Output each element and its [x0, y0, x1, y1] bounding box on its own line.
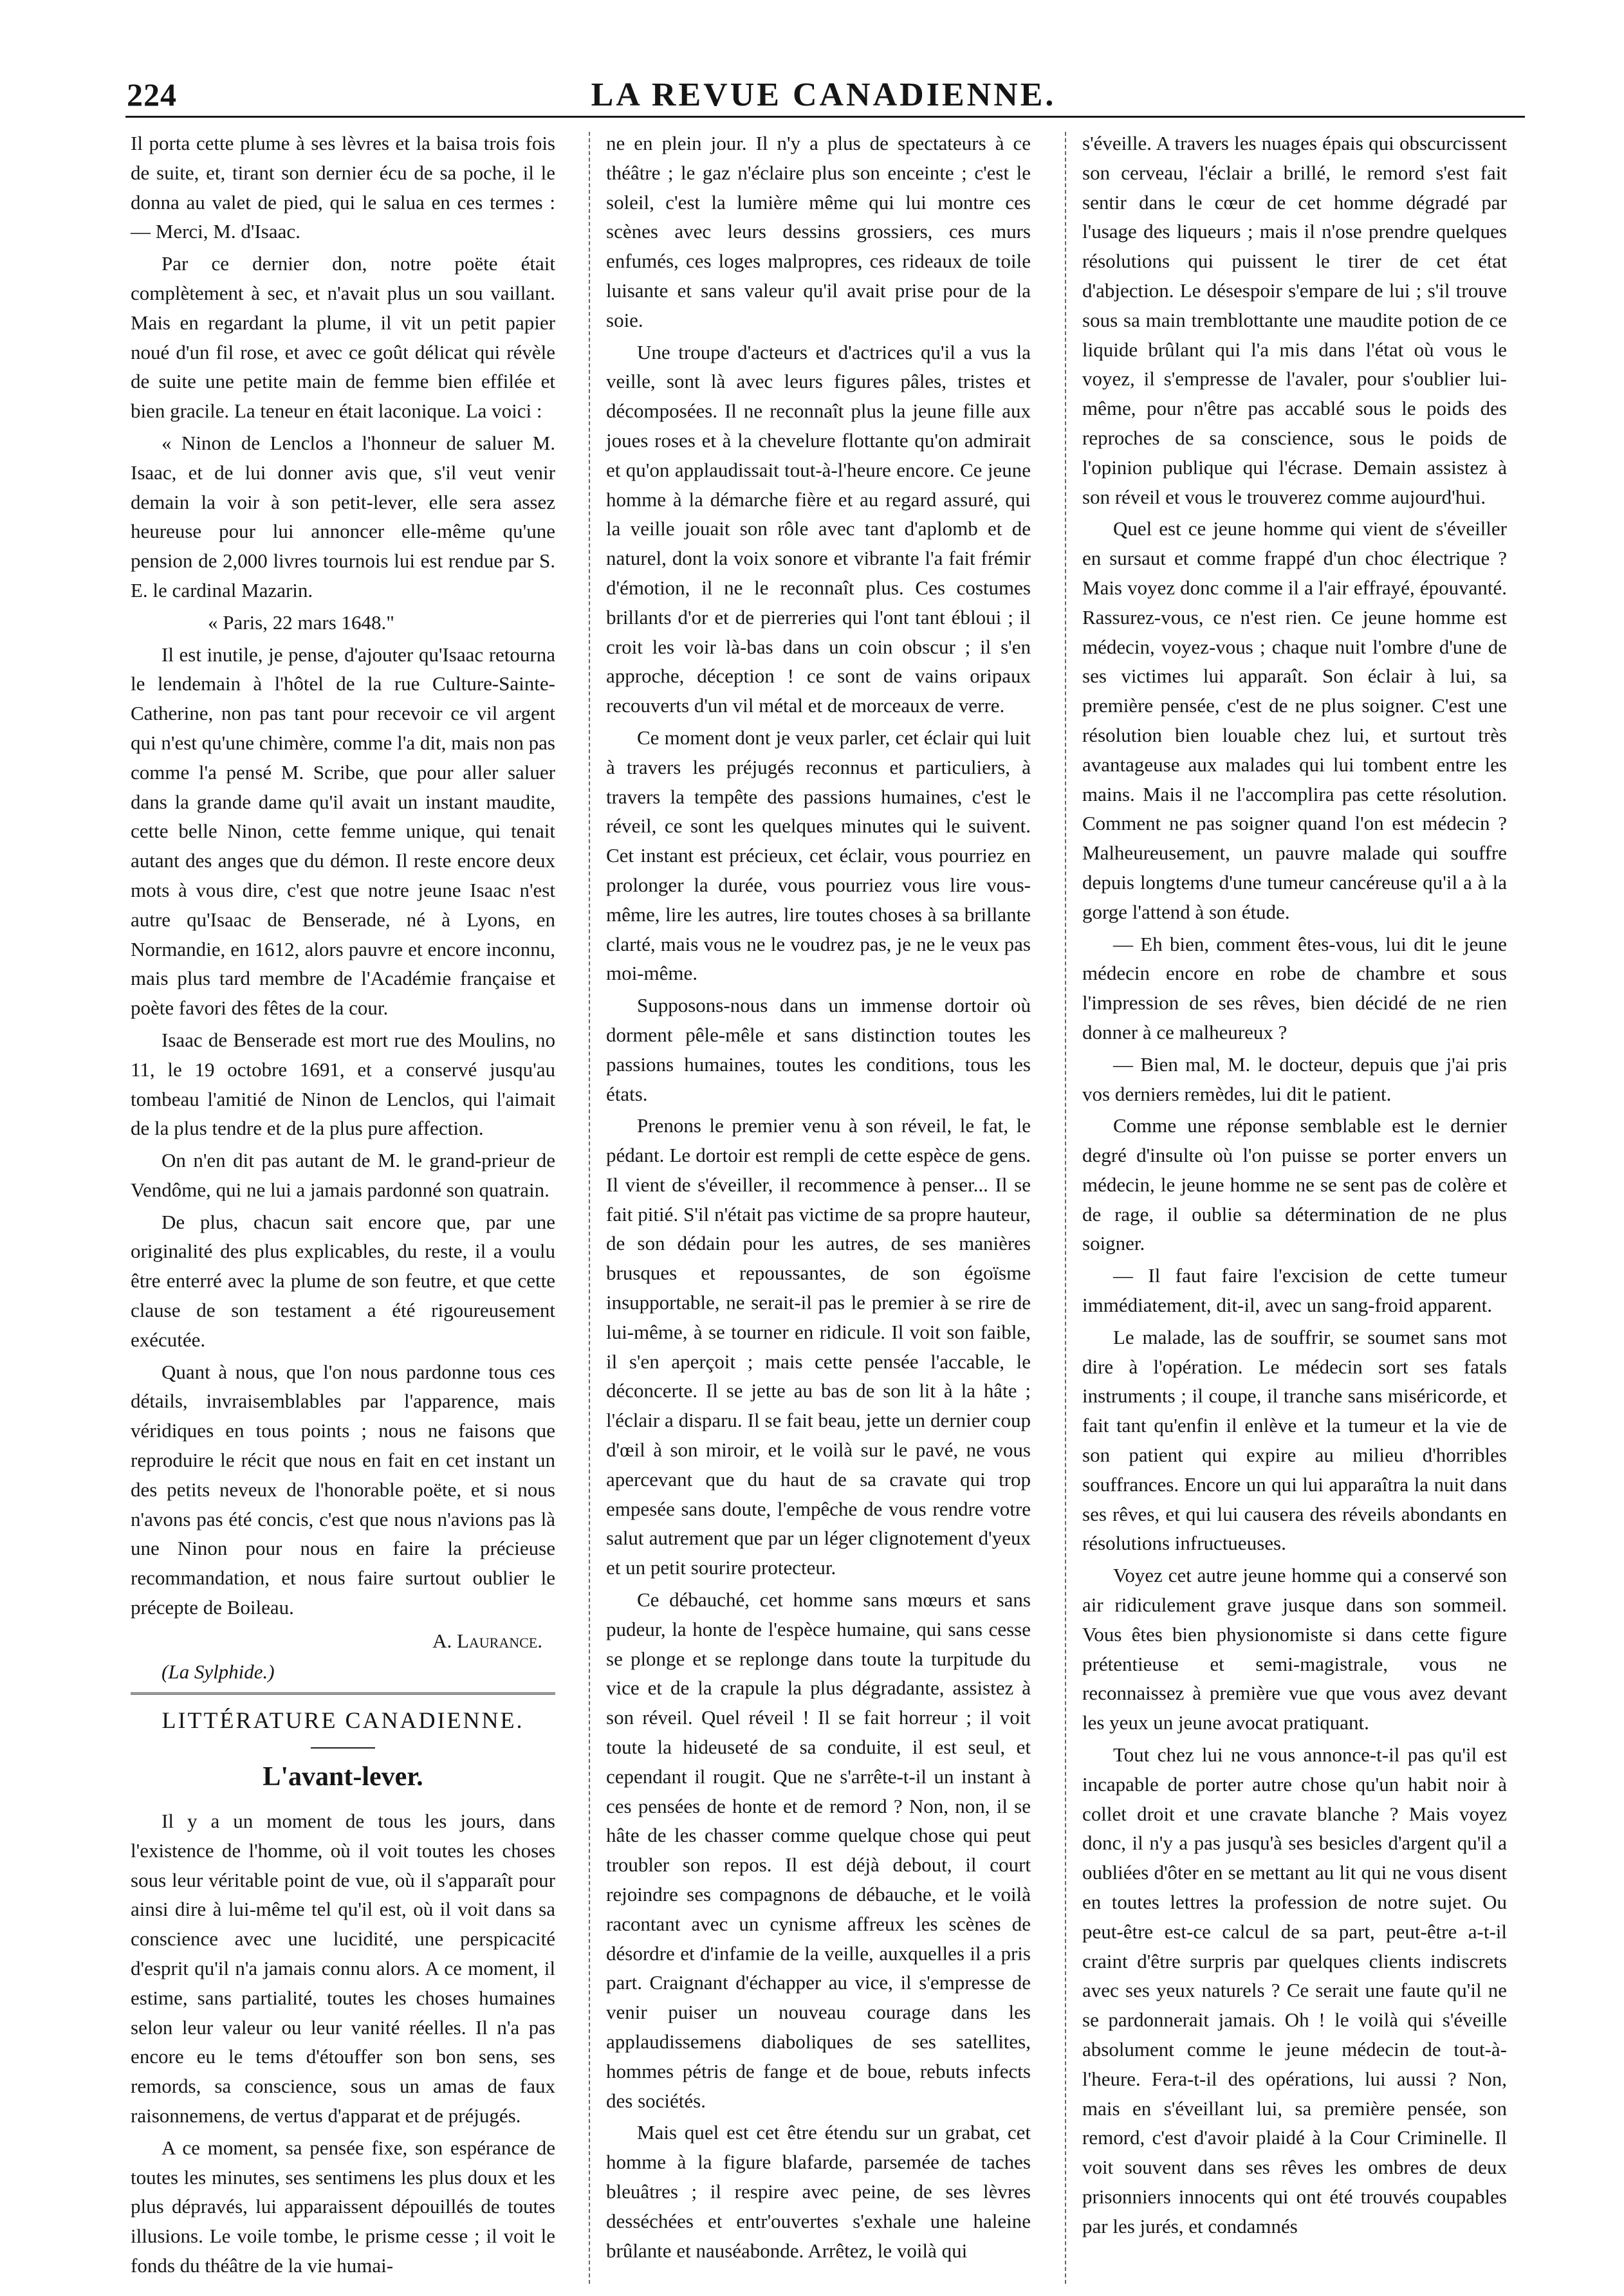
paragraph: Une troupe d'acteurs et d'actrices qu'il a vus la veille, sont là avec leurs figures pâles, tristes et décomposées. Il ne reconnaît plus la jeune fille aux joues roses et à la chevelure flottante qu'on admirait et qu'on applaudissait tout-à-l'heure encore. Ce jeune homme à la démarche fière et au regard assuré, qui la veille jouait son rôle avec tant d'aplomb et de naturel, dont la voix sonore et vibrante l'a fait frémir d'émotion, il ne le reconnaît plus. Ces costumes brillants d'or et de pierreries qui l'ont tant ébloui ; il croit les voir là-bas dans un coin obscur ; il s'en approche, déception ! ce sont de vains oripaux recouverts d'un vil métal et de morceaux de verre.: [606, 340, 1031, 717]
column-2: [606, 129, 1031, 2268]
column-3: [1082, 129, 1507, 2244]
paragraph: A ce moment, sa pensée fixe, son espérance de toutes les minutes, ses sentimens les plus doux et les plus dépravés, lui apparaissent dépouillés de toutes illusions. Le voile tombe, le prisme cesse ; il voit le fonds du théâtre de la vie humai-: [131, 2136, 555, 2277]
paragraph: Tout chez lui ne vous annonce-t-il pas qu'il est incapable de porter autre chose qu'un habit noir à collet droit et une cravate blanche ? Mais voyez donc, il n'y a pas jusqu'à ses besicles d'argent qu'il a oubliées d'ôter en se mettant au lit qui ne vous disent en toutes lettres la profession de notre sujet. Ou peut-être est-ce calcul de sa part, peut-être a-t-il craint d'être surpris par quelques clients indiscrets avec ses yeux naturels ? Ce serait une faute qu'il ne se pardonnerait jamais. Oh ! le voilà qui s'éveille absolument comme le jeune médecin de tout-à-l'heure. Fera-t-il des opérations, lui aussi ? Non, mais en s'éveillant lui, sa première pensée, son remord, c'est d'avoir plaidé à la Cour Criminelle. Il voit souvent dans ses rêves les ombres de deux prisonniers innocents qui ont été trouvés coupables par les jurés, et condamnés: [1082, 1743, 1507, 2237]
journal-title: LA REVUE CANADIENNE.: [591, 77, 1057, 113]
section-rule: [311, 1747, 375, 1749]
paragraph: — Bien mal, M. le docteur, depuis que j'ai pris vos derniers remèdes, lui dit le patient.: [1082, 1052, 1507, 1105]
story-title: L'avant-lever.: [263, 1762, 423, 1792]
paragraph: Il porta cette plume à ses lèvres et la baisa trois fois de suite, et, tirant son dernier écu de sa poche, il le donna au valet de pied, qui le salua en ces termes : — Merci, M. d'Isaac.: [131, 132, 555, 243]
paragraph: Comme une réponse semblable est le dernier degré d'insulte où l'on puisse se porter envers un médecin, le jeune homme ne se sent pas de colère et de rage, il oublie sa détermination de ne plus soigner.: [1082, 1114, 1507, 1255]
column-1: [131, 129, 555, 2283]
paragraph: Mais quel est cet être étendu sur un grabat, cet homme à la figure blafarde, parsemée de taches bleuâtres ; il respire avec peine, de ses lèvres desséchées et entr'ouvertes s'exhale une haleine brûlante et nauséabonde. Arrêtez, le voilà qui: [606, 2121, 1031, 2262]
paragraph: ne en plein jour. Il n'y a plus de spectateurs à ce théâtre ; le gaz n'éclaire plus son enceinte ; c'est le soleil, c'est la lumière même qui lui montre ces scènes avec leurs dessins grossiers, ces murs enfumés, ces loges malpropres, ces rideaux de toile luisante et sans valeur qu'il avait prise pour de la soie.: [606, 132, 1031, 331]
paragraph: « Paris, 22 mars 1648.": [208, 611, 394, 634]
paragraph: Voyez cet autre jeune homme qui a conservé son air ridiculement grave jusque dans son sommeil. Vous êtes bien physionomiste si dans cette figure prétentieuse et semi-magistrale, vous ne reconnaissez à première vue que vous avez devant les yeux un jeune avocat pratiquant.: [1082, 1564, 1507, 1734]
paragraph: Supposons-nous dans un immense dortoir où dorment pêle-mêle et sans distinction toutes les passions humaines, toutes les conditions, tous les états.: [606, 994, 1031, 1105]
paragraph: Ce débauché, cet homme sans mœurs et sans pudeur, la honte de l'espèce humaine, qui sans cesse se plonge et se replonge dans toute la turpitude du vice et de la crapule la plus dégradante, assistez à son réveil. Quel réveil ! Il se fait horreur ; il voit toute la hideuseté de sa conduite, il est seul, et cependant il rougit. Que ne s'arrête-t-il un instant à ces pensées de honte et de remord ? Non, non, il se hâte de les chasser comme quelque chose qui peut troubler son repos. Il est déjà debout, il court rejoindre ses compagnons de débauche, et le voilà racontant avec un cynisme affreux les scènes de désordre et d'infamie de la veille, auxquelles il a pris part. Craignant d'échapper au vice, il s'empresse de venir puiser un nouveau courage dans les applaudissemens diaboliques de ses satellites, hommes pétris de fange et de boue, rebuts infects des sociétés.: [606, 1588, 1031, 2112]
paragraph: Il est inutile, je pense, d'ajouter qu'Isaac retourna le lendemain à l'hôtel de la rue Culture-Sainte-Catherine, non pas tant pour recevoir ce vil argent qui n'est qu'une chimère, comme l'a dit, mais non pas comme l'a pensé M. Scribe, que pour aller saluer dans la grande dame qu'il avait un instant maudite, cette belle Ninon, cette femme unique, qui tenait autant des anges que du démon. Il reste encore deux mots à vous dire, c'est que notre jeune Isaac n'est autre qu'Isaac de Benserade, né à Lyons, en Normandie, en 1612, alors pauvre et encore inconnu, mais plus tard membre de l'Académie française et poète favori des fêtes de la cour.: [131, 643, 555, 1020]
paragraph: Quant à nous, que l'on nous pardonne tous ces détails, invraisemblables par l'apparence, mais véridiques en tous points ; nous ne faisons que reproduire le récit que nous en fait en cet instant un des petits neveux de l'honorable poëte, et si nous n'avons pas été concis, c'est que nous n'avions pas là une Ninon pour nous en faire la précieuse recommandation, et nous faire surtout oublier le précepte de Boileau.: [131, 1360, 555, 1619]
author-signature: A. Laurance.: [432, 1629, 542, 1652]
column-divider-2: [1065, 132, 1066, 2284]
page-header: [119, 76, 1528, 127]
paragraph: Prenons le premier venu à son réveil, le fat, le pédant. Le dortoir est rempli de cette espèce de gens. Il vient de s'éveiller, il recommence à penser... Il se fait pitié. S'il n'était pas victime de sa propre hauteur, de son dédain pour les autres, de ses manières brusques et repoussantes, de son égoïsme insupportable, ne serait-il pas le premier à se rire de lui-même, à se tourner en ridicule. Il voit son faible, il s'en aperçoit ; mais cette pensée l'accable, le déconcerte. Il se jette au bas de son lit à la hâte ; l'éclair a disparu. Il se fait beau, jette un dernier coup d'œil à son miroir, et le voilà sur le pavé, ne vous apercevant que du haut de sa cravate qui trop empesée sans doute, l'empêche de vous rendre votre salut autrement que par un léger clignotement d'yeux et un petit sourire protecteur.: [606, 1114, 1031, 1579]
paragraph: Par ce dernier don, notre poëte était complètement à sec, et n'avait plus un sou vaillant. Mais en regardant la plume, il vit un petit papier noué d'un fil rose, et avec ce goût délicat qui révèle de suite une petite main de femme bien effilée et bien gracile. La teneur en était laconique. La voici :: [131, 252, 555, 423]
column-divider-1: [589, 132, 590, 2284]
paragraph: s'éveille. A travers les nuages épais qui obscurcissent son cerveau, l'éclair a brillé, le remord s'est fait sentir dans le cœur de cet homme dégradé par l'usage des liqueurs ; mais il n'ose prendre quelques résolutions qui puissent le tirer de cet état d'abjection. Le désespoir s'empare de lui ; s'il trouve sous sa main tremblottante une maudite potion de ce liquide brûlant qui l'a mis dans l'état où vous le voyez, il s'empresse de l'avaler, pour s'oublier lui-même, pour n'être pas accablé sous le poids des reproches de sa conscience, sous le poids de l'opinion publique qui l'écrase. Demain assistez à son réveil et vous le trouverez comme aujourd'hui.: [1082, 132, 1507, 508]
page-number: 224: [127, 77, 177, 113]
source-citation: (La Sylphide.): [161, 1660, 275, 1683]
paragraph: « Ninon de Lenclos a l'honneur de saluer M. Isaac, et de lui donner avis que, s'il veut venir demain la voir à son petit-lever, elle sera assez heureuse pour lui annoncer elle-même qu'une pension de 2,000 livres tournois lui est rendue par S. E. le cardinal Mazarin.: [131, 431, 555, 602]
paragraph: Quel est ce jeune homme qui vient de s'éveiller en sursaut et comme frappé d'un choc électrique ? Mais voyez donc comme il a l'air effrayé, épouvanté. Rassurez-vous, ce n'est rien. Ce jeune homme est médecin, voyez-vous ; chaque nuit l'ombre d'une de ses victimes lui apparaît. Son éclair à lui, sa première pensée, c'est de ne plus soigner. C'est une résolution bien louable chez lui, et surtout très avantageuse aux malades qui lui tombent entre les mains. Mais il ne l'accomplira pas cette résolution. Comment ne pas soigner quand l'on est médecin ? Malheureusement, un pauvre malade qui souffre depuis longtems d'une tumeur cancéreuse qu'il a à la gorge l'attend à son étude.: [1082, 517, 1507, 923]
paragraph: Il y a un moment de tous les jours, dans l'existence de l'homme, où il voit toutes les choses sous leur véritable point de vue, où il s'apparaît pour ainsi dire à lui-même tel qu'il est, où il voit dans sa conscience avec une lucidité, une perspicacité d'esprit qu'il n'a jamais connu alors. A ce moment, il estime, sans partialité, toutes les choses humaines selon leur valeur ou leur vanité réelles. Il n'a pas encore eu le tems d'étouffer son bon sens, ses remords, sa conscience, sous un amas de faux raisonnemens, de vertus d'apparat et de préjugés.: [131, 1810, 555, 2127]
paragraph: Isaac de Benserade est mort rue des Moulins, no 11, le 19 octobre 1691, et a conservé jusqu'au tombeau l'amitié de Ninon de Lenclos, qui l'aimait de la plus tendre et de la plus pure affection.: [131, 1028, 555, 1140]
paragraph: — Eh bien, comment êtes-vous, lui dit le jeune médecin encore en robe de chambre et sous l'impression de ses rêves, bien décidé de ne rien donner à ce malheureux ?: [1082, 932, 1507, 1043]
paragraph: Le malade, las de souffrir, se soumet sans mot dire à l'opération. Le médecin sort ses fatals instruments ; il coupe, il tranche sans miséricorde, et fait tant qu'enfin il enlève et la tumeur et la vie de son patient qui expire au milieu d'horribles souffrances. Encore un qui lui apparaîtra la nuit dans ses rêves, et qui lui causera des réveils abondants en résolutions infructueuses.: [1082, 1325, 1507, 1555]
paragraph: De plus, chacun sait encore que, par une originalité des plus explicables, du reste, il a voulu être enterré avec la plume de son feutre, et que cette clause de son testament a été rigoureusement exécutée.: [131, 1210, 555, 1351]
paragraph: Ce moment dont je veux parler, cet éclair qui luit à travers les préjugés reconnus et particuliers, à travers la tempête des passions humaines, c'est le réveil, ce sont les quelques minutes qui le suivent. Cet instant est précieux, cet éclair, vous pourriez en prolonger la durée, vous pourriez vous lire vous-même, lire les autres, lire toutes choses à sa brillante clarté, mais vous ne le voudrez pas, je ne le veux pas moi-même.: [606, 726, 1031, 985]
paragraph: — Il faut faire l'excision de cette tumeur immédiatement, dit-il, avec un sang-froid apparent.: [1082, 1264, 1507, 1317]
paragraph: On n'en dit pas autant de M. le grand-prieur de Vendôme, qui ne lui a jamais pardonné son quatrain.: [131, 1149, 555, 1201]
section-heading: LITTÉRATURE CANADIENNE.: [131, 1693, 555, 1743]
header-rule: [125, 116, 1525, 118]
